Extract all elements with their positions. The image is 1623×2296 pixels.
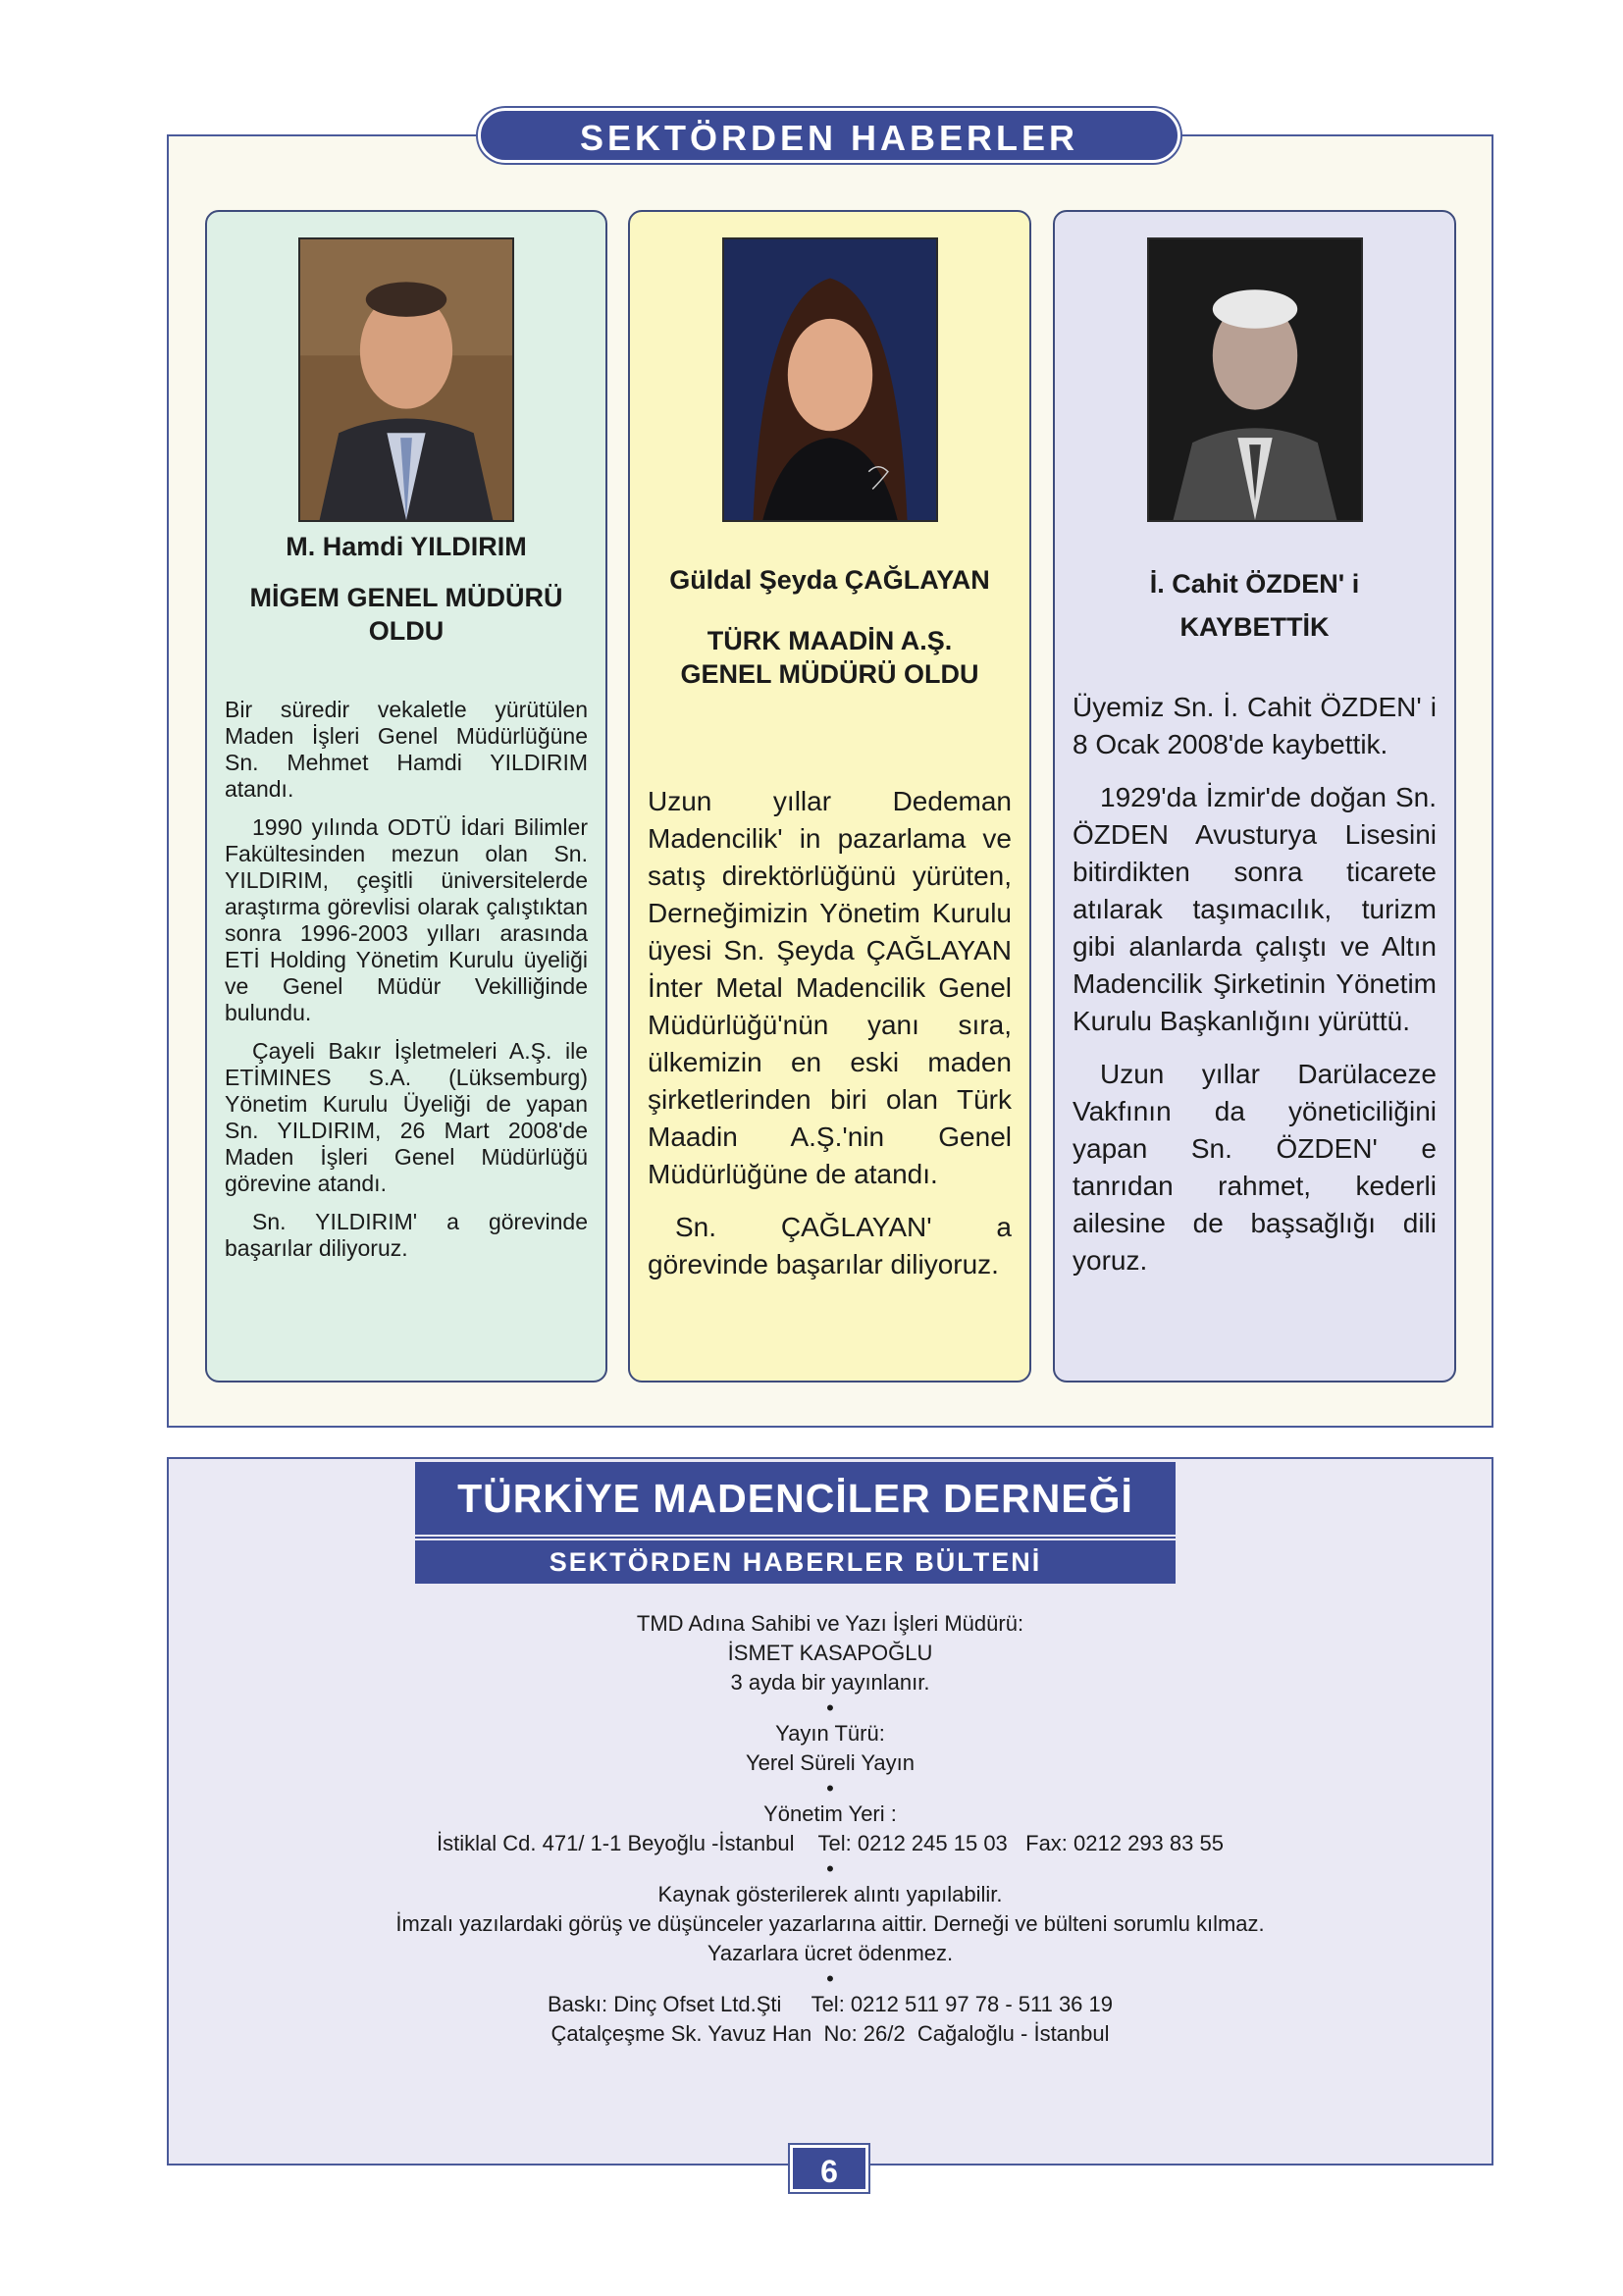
bulletin-subtitle: SEKTÖRDEN HABERLER BÜLTENİ (415, 1540, 1176, 1584)
paragraph: Sn. YILDIRIM' a görevinde başarılar diliyoruz. (225, 1209, 588, 1261)
note-quote: Kaynak gösterilerek alıntı yapılabilir. (657, 1882, 1003, 1906)
news-card-caglayan (628, 210, 1031, 1383)
person-name: Güldal Şeyda ÇAĞLAYAN (669, 565, 990, 595)
separator-dot: • (826, 1776, 834, 1800)
news-card-yildirim (205, 210, 607, 1383)
note-fee: Yazarlara ücret ödenmez. (707, 1941, 954, 1965)
person-name: İ. Cahit ÖZDEN' i (1149, 569, 1360, 599)
type-label: Yayın Türü: (775, 1721, 885, 1746)
article-body (225, 697, 588, 1274)
office-address: İstiklal Cd. 471/ 1-1 Beyoğlu -İstanbul Tel: 0212 245 15 03 Fax: 0212 293 83 55 (437, 1831, 1224, 1855)
headline: KAYBETTİK (1179, 612, 1330, 642)
paragraph: 1929'da İzmir'de doğan Sn. ÖZDEN Avusturya Lisesini bitirdikten sonra ticarete atılarak taşımacılık, turizm gibi alanlarda çalıştı ve Altın Madencilik Şirketinin Yönetim Kurulu Başkanlığını yürüttü. (1073, 782, 1437, 1036)
paragraph: Çayeli Bakır İşletmeleri A.Ş. ile ETİMINES S.A. (Lüksemburg) Yönetim Kurulu Üyeliği de yapan Sn. YILDIRIM, 26 Mart 2008'de Maden İşleri Genel Müdürlüğü görevine atandı. (225, 1038, 588, 1196)
printer-info: Baskı: Dinç Ofset Ltd.Şti Tel: 0212 511 97 78 - 511 36 19 (547, 1992, 1114, 2016)
paragraph: 1990 yılında ODTÜ İdari Bilimler Fakültesinden mezun olan Sn. YILDIRIM, çeşitli üniversitelerde araştırma görevlisi olarak çalıştıktan sonra 1996-2003 yılları arasında ETİ Holding Yönetim Kurulu üyeliği ve Genel Müdür Vekilliğinde bulundu. (225, 814, 588, 1025)
separator-dot: • (826, 1696, 834, 1720)
note-opinions: İmzalı yazılardaki görüş ve düşünceler yazarlarına aittir. Derneği ve bülteni sorumlu kılmaz. (395, 1911, 1265, 1936)
news-card-ozden (1053, 210, 1456, 1383)
section-title: SEKTÖRDEN HABERLER (478, 108, 1180, 163)
printer-address: Çatalçeşme Sk. Yavuz Han No: 26/2 Cağaloğlu - İstanbul (550, 2021, 1110, 2046)
person-name: M. Hamdi YILDIRIM (286, 532, 527, 561)
article-body (1073, 689, 1437, 1295)
portrait-photo-yildirim (298, 237, 514, 522)
frequency: 3 ayda bir yayınlanır. (730, 1670, 930, 1695)
owner-label: TMD Adına Sahibi ve Yazı İşleri Müdürü: (636, 1611, 1024, 1636)
paragraph: Bir süredir vekaletle yürütülen Maden İşleri Genel Müdürlüğüne Sn. Mehmet Hamdi YILDIRIM atandı. (225, 697, 588, 802)
page-number: 6 (790, 2145, 868, 2192)
imprint-block (167, 1609, 1493, 2049)
paragraph: Uzun yıllar Darülaceze Vakfının da yöneticiliğini yapan Sn. ÖZDEN' e tanrıdan rahmet, kederli ailesine de başsağlığı dili yoruz. (1073, 1059, 1437, 1276)
article-body (648, 783, 1012, 1299)
separator-dot: • (826, 1966, 834, 1991)
separator-dot: • (826, 1856, 834, 1881)
owner-name: İSMET KASAPOĞLU (727, 1641, 933, 1665)
paragraph: Sn. ÇAĞLAYAN' a görevinde başarılar diliyoruz. (648, 1212, 1012, 1279)
headline: TÜRK MAADİN A.Ş. GENEL MÜDÜRÜ OLDU (680, 626, 979, 689)
headline: MİGEM GENEL MÜDÜRÜ OLDU (249, 583, 563, 646)
office-label: Yönetim Yeri : (763, 1801, 897, 1826)
portrait-photo-ozden (1147, 237, 1363, 522)
portrait-photo-caglayan (722, 237, 938, 522)
banner-divider (415, 1537, 1176, 1539)
paragraph: Uzun yıllar Dedeman Madencilik' in pazarlama ve satış direktörlüğünü yürüten, Derneğimizin Yönetim Kurulu üyesi Sn. Şeyda ÇAĞLAYAN İnter Metal Madencilik Genel Müdürlüğü'nün yanı sıra, ülkemizin en eski maden şirketlerinden biri olan Türk Maadin A.Ş.'nin Genel Müdürlüğüne de atandı. (648, 786, 1012, 1189)
bulletin-title: TÜRKİYE MADENCİLER DERNEĞİ (415, 1462, 1176, 1535)
paragraph: Üyemiz Sn. İ. Cahit ÖZDEN' i 8 Ocak 2008'de kaybettik. (1073, 692, 1437, 759)
type-value: Yerel Süreli Yayın (745, 1750, 916, 1775)
